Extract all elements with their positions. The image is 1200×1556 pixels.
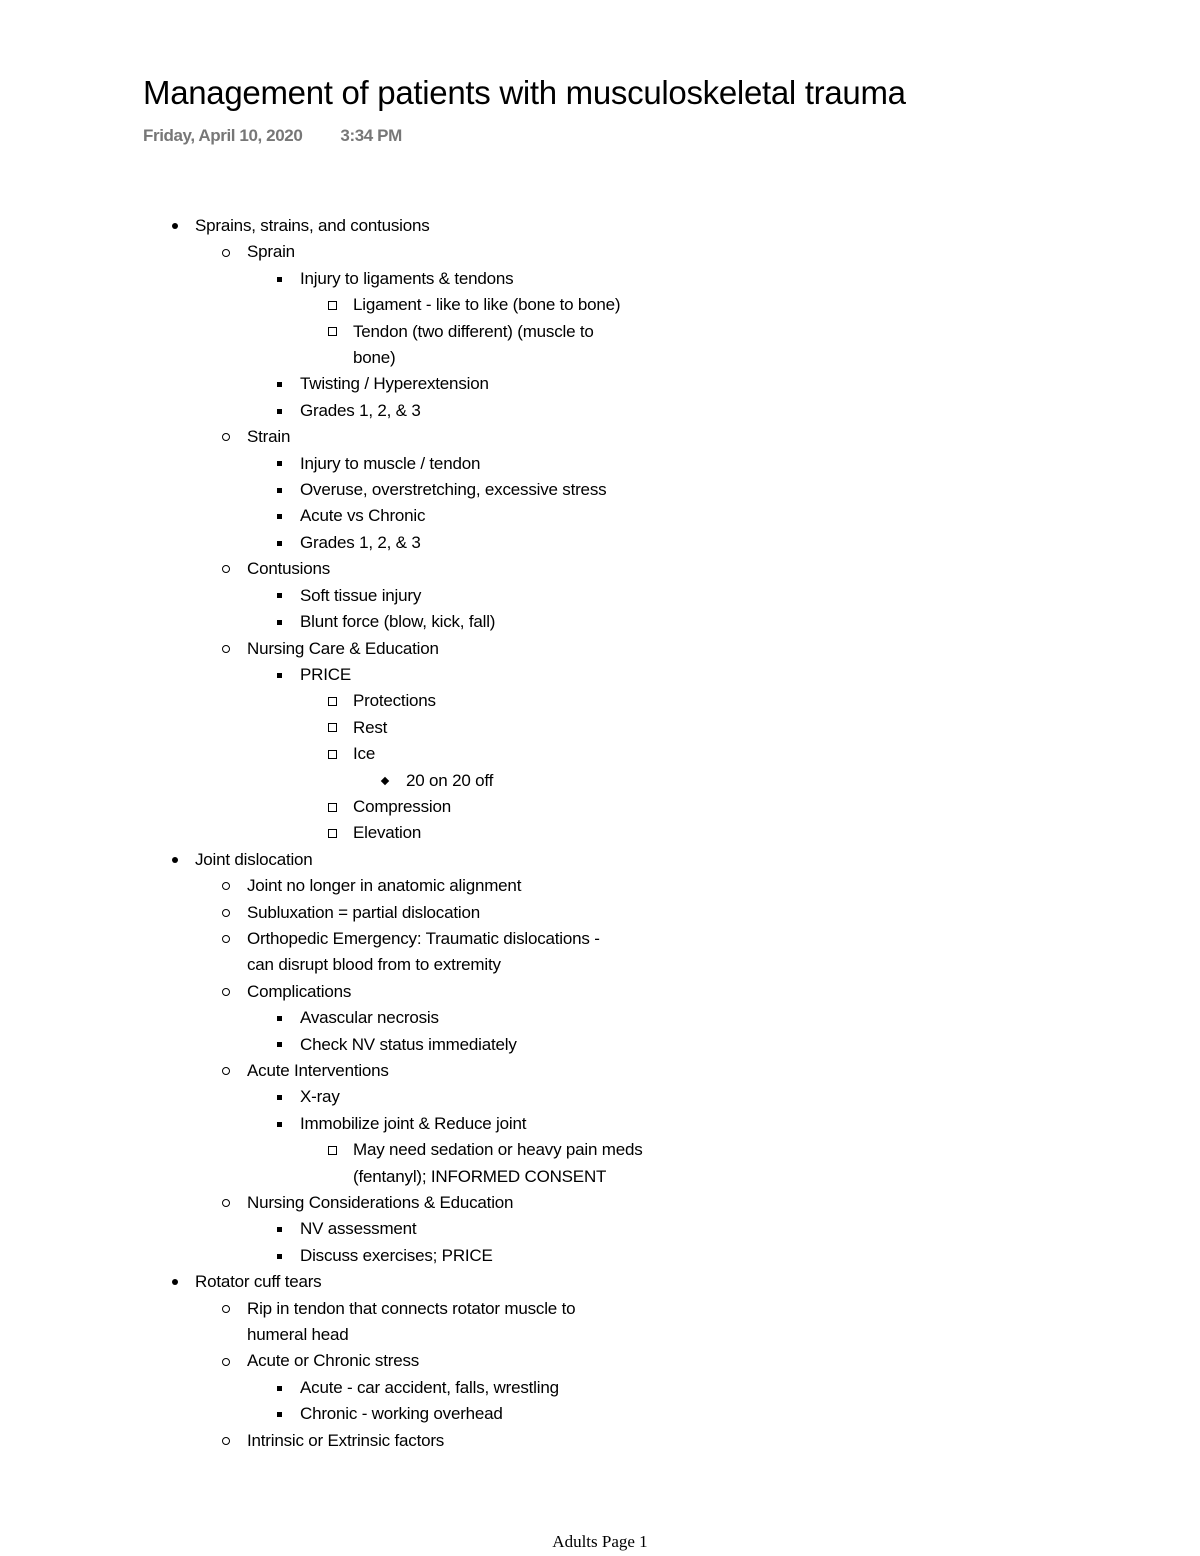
outline-item-text: Discuss exercises; PRICE xyxy=(300,1245,493,1265)
outline-item-level-3 xyxy=(0,1005,1200,1031)
circle-bullet-icon xyxy=(219,979,233,1005)
circle-bullet-icon xyxy=(219,900,233,926)
outline-item-text: Elevation xyxy=(353,823,422,843)
outline-item-level-2 xyxy=(0,424,1200,450)
outline-item-text: Blunt force (blow, kick, fall) xyxy=(300,612,496,632)
outline-item-level-3 xyxy=(0,503,1200,529)
outline-item-text: Grades 1, 2, & 3 xyxy=(300,400,421,420)
outline-item-level-3 xyxy=(0,371,1200,397)
outline-item-level-2 xyxy=(0,556,1200,582)
square-bullet-icon xyxy=(272,477,286,503)
outline-item-level-5 xyxy=(0,768,1200,794)
outline-item-level-2 xyxy=(0,926,1200,979)
square-bullet-icon xyxy=(272,1216,286,1242)
outline-item-level-1 xyxy=(0,1269,1200,1295)
outline-item-level-4 xyxy=(0,292,1200,318)
hollow-square-bullet-icon xyxy=(325,741,339,767)
outline-item-level-2 xyxy=(0,1296,1200,1349)
square-bullet-icon xyxy=(272,1032,286,1058)
page-timestamp xyxy=(143,126,402,146)
outline-item-level-2 xyxy=(0,1190,1200,1216)
outline-item-text: Overuse, overstretching, excessive stress xyxy=(300,480,607,500)
outline-item-level-1 xyxy=(0,213,1200,239)
outline-item-level-2 xyxy=(0,873,1200,899)
outline-item-level-4 xyxy=(0,688,1200,714)
outline-item-text: Rest xyxy=(353,717,388,737)
square-bullet-icon xyxy=(272,1375,286,1401)
outline-item-level-4 xyxy=(0,715,1200,741)
outline-item-level-3 xyxy=(0,477,1200,503)
outline-item-text: Subluxation = partial dislocation xyxy=(247,902,480,922)
hollow-square-bullet-icon xyxy=(325,820,339,846)
hollow-square-bullet-icon xyxy=(325,1137,339,1163)
outline-item-level-2 xyxy=(0,239,1200,265)
outline-item-text: Avascular necrosis xyxy=(300,1008,439,1028)
outline-item-text: Ice xyxy=(353,744,376,764)
outline-item-level-3 xyxy=(0,530,1200,556)
outline-item-text: Chronic - working overhead xyxy=(300,1404,503,1424)
outline-item-level-3 xyxy=(0,1401,1200,1427)
outline-item-text: Rotator cuff tears xyxy=(195,1272,322,1292)
square-bullet-icon xyxy=(272,609,286,635)
outline-item-text: Sprains, strains, and contusions xyxy=(195,216,430,235)
hollow-square-bullet-icon xyxy=(325,292,339,318)
hollow-square-bullet-icon xyxy=(325,715,339,741)
outline-item-text: Nursing Care & Education xyxy=(247,638,439,658)
hollow-square-bullet-icon xyxy=(325,319,339,345)
outline-item-level-3 xyxy=(0,451,1200,477)
outline-item-text: Acute vs Chronic xyxy=(300,506,426,526)
outline-item-level-2 xyxy=(0,636,1200,662)
outline-item-text: Joint dislocation xyxy=(195,849,313,869)
outline-item-text: Sprain xyxy=(247,242,295,262)
disc-bullet-icon xyxy=(168,847,182,873)
square-bullet-icon xyxy=(272,451,286,477)
square-bullet-icon xyxy=(272,398,286,424)
square-bullet-icon xyxy=(272,266,286,292)
outline-item-level-3 xyxy=(0,398,1200,424)
square-bullet-icon xyxy=(272,1243,286,1269)
outline-item-text: Rip in tendon that connects rotator muscle to humeral head xyxy=(247,1298,576,1345)
square-bullet-icon xyxy=(272,1084,286,1110)
outline-item-text: Immobilize joint & Reduce joint xyxy=(300,1113,527,1133)
disc-bullet-icon xyxy=(168,213,182,239)
outline-item-text: Protections xyxy=(353,691,436,711)
hollow-square-bullet-icon xyxy=(325,794,339,820)
outline-item-text: Injury to muscle / tendon xyxy=(300,453,481,473)
outline-item-level-3 xyxy=(0,1084,1200,1110)
circle-bullet-icon xyxy=(219,873,233,899)
square-bullet-icon xyxy=(272,583,286,609)
hollow-square-bullet-icon xyxy=(325,688,339,714)
outline-item-level-3 xyxy=(0,1032,1200,1058)
outline-item-level-2 xyxy=(0,900,1200,926)
outline-item-level-4 xyxy=(0,741,1200,767)
circle-bullet-icon xyxy=(219,1058,233,1084)
outline-item-text: Joint no longer in anatomic alignment xyxy=(247,876,522,896)
square-bullet-icon xyxy=(272,1111,286,1137)
outline-item-text: Injury to ligaments & tendons xyxy=(300,268,514,288)
circle-bullet-icon xyxy=(219,1428,233,1454)
circle-bullet-icon xyxy=(219,1296,233,1322)
circle-bullet-icon xyxy=(219,1190,233,1216)
square-bullet-icon xyxy=(272,1005,286,1031)
page-footer: Adults Page 1 xyxy=(552,1532,648,1551)
outline-item-text: Orthopedic Emergency: Traumatic dislocations - can disrupt blood from to extremity xyxy=(247,928,600,975)
outline-item-text: Soft tissue injury xyxy=(300,585,422,605)
square-bullet-icon xyxy=(272,1401,286,1427)
outline-item-level-3 xyxy=(0,1375,1200,1401)
outline-item-text: Complications xyxy=(247,981,352,1001)
outline-item-level-1 xyxy=(0,847,1200,873)
outline-item-level-3 xyxy=(0,583,1200,609)
outline-item-level-4 xyxy=(0,820,1200,846)
circle-bullet-icon xyxy=(219,556,233,582)
outline-item-level-4 xyxy=(0,794,1200,820)
square-bullet-icon xyxy=(272,503,286,529)
outline-item-text: 20 on 20 off xyxy=(406,770,494,790)
outline-item-level-2 xyxy=(0,1428,1200,1454)
outline-item-text: Strain xyxy=(247,427,291,447)
page-date: Friday, April 10, 2020 xyxy=(143,126,303,145)
outline-item-text: Compression xyxy=(353,796,451,816)
outline-item-level-2 xyxy=(0,979,1200,1005)
page-title: Management of patients with musculoskeletal trauma xyxy=(143,74,906,111)
outline-item-level-2 xyxy=(0,1348,1200,1374)
outline-item-text: Ligament - like to like (bone to bone) xyxy=(353,295,621,315)
outline-item-level-3 xyxy=(0,1111,1200,1137)
circle-bullet-icon xyxy=(219,926,233,952)
square-bullet-icon xyxy=(272,662,286,688)
circle-bullet-icon xyxy=(219,636,233,662)
circle-bullet-icon xyxy=(219,239,233,265)
outline-item-text: Acute Interventions xyxy=(247,1061,389,1080)
outline-item-text: Contusions xyxy=(247,559,331,579)
outline-item-text: Grades 1, 2, & 3 xyxy=(300,532,421,552)
square-bullet-icon xyxy=(272,371,286,397)
outline-item-text: Nursing Considerations & Education xyxy=(247,1193,514,1213)
outline-item-level-3 xyxy=(0,609,1200,635)
disc-bullet-icon xyxy=(168,1269,182,1295)
page-time: 3:34 PM xyxy=(340,126,402,145)
outline-item-text: Tendon (two different) (muscle to bone) xyxy=(353,321,594,368)
outline-item-level-4 xyxy=(0,1137,1200,1190)
circle-bullet-icon xyxy=(219,424,233,450)
outline-item-level-2 xyxy=(0,1058,1200,1084)
outline-item-level-3 xyxy=(0,662,1200,688)
diamond-bullet-icon xyxy=(378,768,392,794)
outline-item-text: Check NV status immediately xyxy=(300,1034,517,1054)
outline-item-text: Intrinsic or Extrinsic factors xyxy=(247,1430,445,1450)
outline-item-text: X-ray xyxy=(300,1087,340,1107)
outline-item-text: Acute - car accident, falls, wrestling xyxy=(300,1377,559,1397)
outline-item-text: May need sedation or heavy pain meds (fentanyl); INFORMED CONSENT xyxy=(353,1140,643,1186)
square-bullet-icon xyxy=(272,530,286,556)
outline-item-text: Twisting / Hyperextension xyxy=(300,374,489,394)
outline-item-text: Acute or Chronic stress xyxy=(247,1351,420,1371)
outline-item-text: NV assessment xyxy=(300,1219,417,1239)
outline-item-level-3 xyxy=(0,266,1200,292)
outline-item-text: PRICE xyxy=(300,664,351,684)
outline-item-level-3 xyxy=(0,1243,1200,1269)
outline-item-level-4 xyxy=(0,319,1200,372)
outline-item-level-3 xyxy=(0,1216,1200,1242)
circle-bullet-icon xyxy=(219,1348,233,1374)
outline-notes xyxy=(0,213,1200,1454)
